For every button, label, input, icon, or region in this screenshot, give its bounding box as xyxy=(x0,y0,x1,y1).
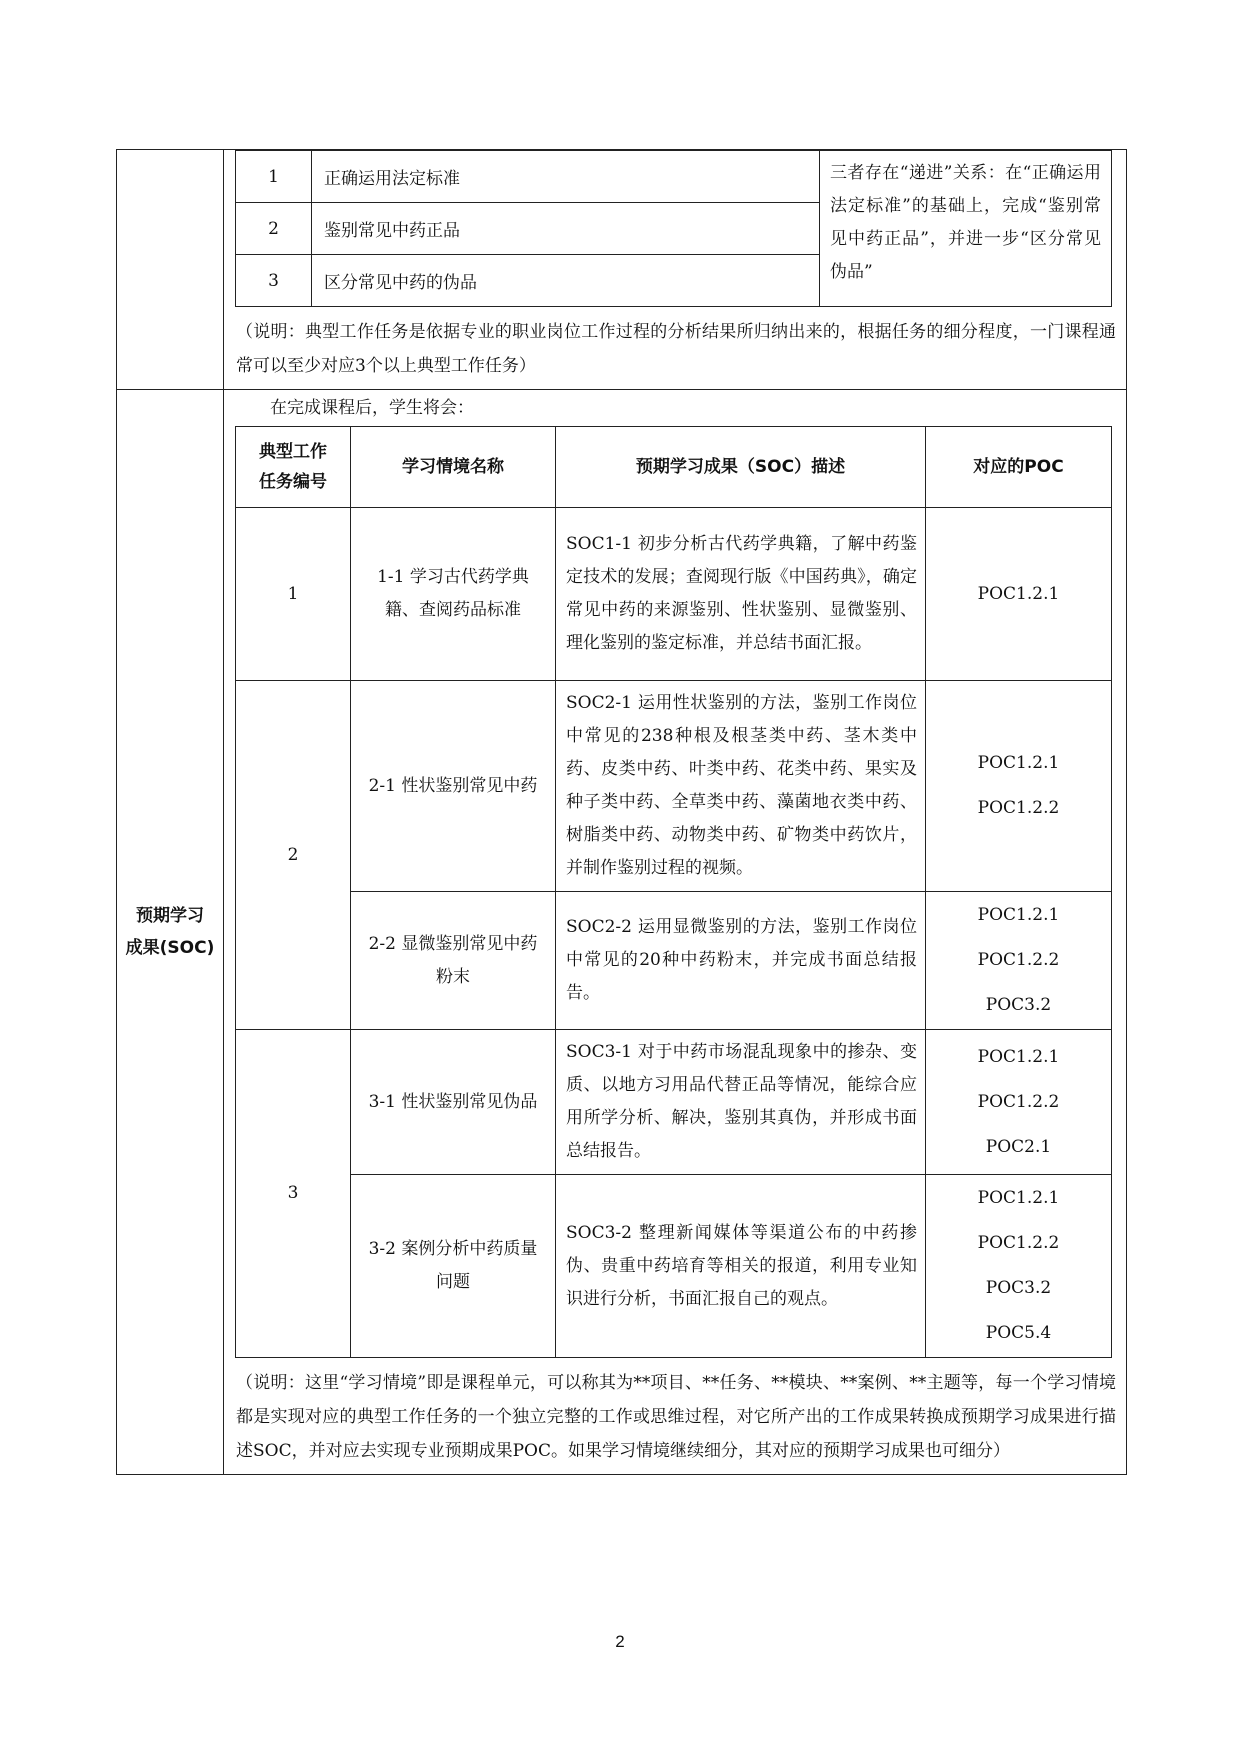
poc-code: POC5.4 xyxy=(985,1323,1052,1343)
situation-name: 3-2 案例分析中药质量问题 xyxy=(351,1175,556,1358)
soc-table-header xyxy=(236,427,1112,508)
soc-section-row xyxy=(117,390,1127,1475)
typical-tasks-content-cell xyxy=(224,150,1127,390)
header-task-line2: 任务编号 xyxy=(259,472,327,492)
situation-name: 2-1 性状鉴别常见中药 xyxy=(351,681,556,892)
soc-label-line1: 预期学习 xyxy=(136,906,204,926)
task-relation-text: 三者存在“递进”关系：在“正确运用法定标准”的基础上，完成“鉴别常见中药正品”，并进一步“区分常见伪品” xyxy=(820,151,1112,307)
poc-code: POC3.2 xyxy=(985,995,1052,1015)
soc-description: SOC2-2 运用显微鉴别的方法，鉴别工作岗位中常见的20种中药粉末，并完成书面总结报告。 xyxy=(556,892,926,1030)
task-name: 正确运用法定标准 xyxy=(312,151,820,203)
header-poc: 对应的POC xyxy=(926,427,1112,508)
poc-cell xyxy=(926,681,1112,892)
soc-row xyxy=(236,1175,1112,1358)
soc-section-content xyxy=(224,390,1127,1475)
poc-code: POC1.2.2 xyxy=(977,1091,1060,1112)
task-number-cell: 2 xyxy=(236,681,351,1030)
situation-name: 3-1 性状鉴别常见伪品 xyxy=(351,1030,556,1175)
task-name: 鉴别常见中药正品 xyxy=(312,203,820,255)
soc-table xyxy=(235,426,1112,1358)
poc-code: POC1.2.2 xyxy=(977,1233,1060,1253)
soc-row xyxy=(236,508,1112,681)
poc-code: POC1.2.1 xyxy=(977,905,1060,925)
task-number: 1 xyxy=(236,151,312,203)
poc-code: POC1.2.1 xyxy=(977,1046,1060,1067)
task-number: 3 xyxy=(236,255,312,307)
soc-label-line2: 成果(SOC) xyxy=(125,938,215,958)
typical-tasks-table xyxy=(235,150,1112,307)
task-name: 区分常见中药的伪品 xyxy=(312,255,820,307)
task-row xyxy=(236,151,1112,203)
poc-code: POC1.2.2 xyxy=(977,950,1060,970)
task-number-cell: 1 xyxy=(236,508,351,681)
course-outline-table xyxy=(116,149,1127,1475)
poc-cell xyxy=(926,892,1112,1030)
typical-tasks-row xyxy=(117,150,1127,390)
poc-code: POC1.2.1 xyxy=(977,753,1060,773)
page-number: 2 xyxy=(615,1632,625,1651)
poc-code: POC1.2.2 xyxy=(977,798,1060,818)
poc-cell xyxy=(926,508,1112,681)
soc-row xyxy=(236,892,1112,1030)
soc-description: SOC3-1 对于中药市场混乱现象中的掺杂、变质、以地方习用品代替正品等情况，能综合应用所学分析、解决，鉴别其真伪，并形成书面总结报告。 xyxy=(556,1030,926,1175)
task-number: 2 xyxy=(236,203,312,255)
poc-cell xyxy=(926,1175,1112,1358)
header-task-line1: 典型工作 xyxy=(259,442,327,462)
soc-description: SOC1-1 初步分析古代药学典籍，了解中药鉴定技术的发展；查阅现行版《中国药典》，确定常见中药的来源鉴别、性状鉴别、显微鉴别、理化鉴别的鉴定标准，并总结书面汇报。 xyxy=(556,508,926,681)
task-number-cell: 3 xyxy=(236,1030,351,1358)
soc-description: SOC2-1 运用性状鉴别的方法，鉴别工作岗位中常见的238种根及根茎类中药、茎木类中药、皮类中药、叶类中药、花类中药、果实及种子类中药、全草类中药、藻菌地衣类中药、树脂类中药、动物类中药、矿物类中药饮片，并制作鉴别过程的视频。 xyxy=(556,681,926,892)
soc-intro-text: 在完成课程后，学生将会： xyxy=(270,398,474,418)
soc-section-label xyxy=(117,390,224,1475)
soc-note: （说明：这里“学习情境”即是课程单元，可以称其为**项目、**任务、**模块、**案例、**主题等，每一个学习情境都是实现对应的典型工作任务的一个独立完整的工作或思维过程，对它所产出的工作成果转换成预期学习成果进行描述SOC，并对应去实现专业预期成果POC。如果学习情境继续细分，其对应的预期学习成果也可细分） xyxy=(236,1373,1116,1461)
typical-tasks-note: （说明：典型工作任务是依据专业的职业岗位工作过程的分析结果所归纳出来的，根据任务的细分程度，一门课程通常可以至少对应3个以上典型工作任务） xyxy=(236,322,1116,376)
poc-cell xyxy=(926,1030,1112,1175)
poc-code: POC1.2.1 xyxy=(977,1188,1060,1208)
poc-code: POC1.2.1 xyxy=(977,583,1060,604)
soc-row xyxy=(236,681,1112,892)
poc-code: POC2.1 xyxy=(985,1136,1052,1157)
situation-name: 2-2 显微鉴别常见中药粉末 xyxy=(351,892,556,1030)
header-description: 预期学习成果（SOC）描述 xyxy=(556,427,926,508)
soc-row xyxy=(236,1030,1112,1175)
header-situation: 学习情境名称 xyxy=(351,427,556,508)
soc-description: SOC3-2 整理新闻媒体等渠道公布的中药掺伪、贵重中药培育等相关的报道，利用专业知识进行分析，书面汇报自己的观点。 xyxy=(556,1175,926,1358)
typical-tasks-label-cell xyxy=(117,150,224,390)
header-task-number xyxy=(236,427,351,508)
poc-code: POC3.2 xyxy=(985,1278,1052,1298)
situation-name: 1-1 学习古代药学典籍、查阅药品标准 xyxy=(351,508,556,681)
